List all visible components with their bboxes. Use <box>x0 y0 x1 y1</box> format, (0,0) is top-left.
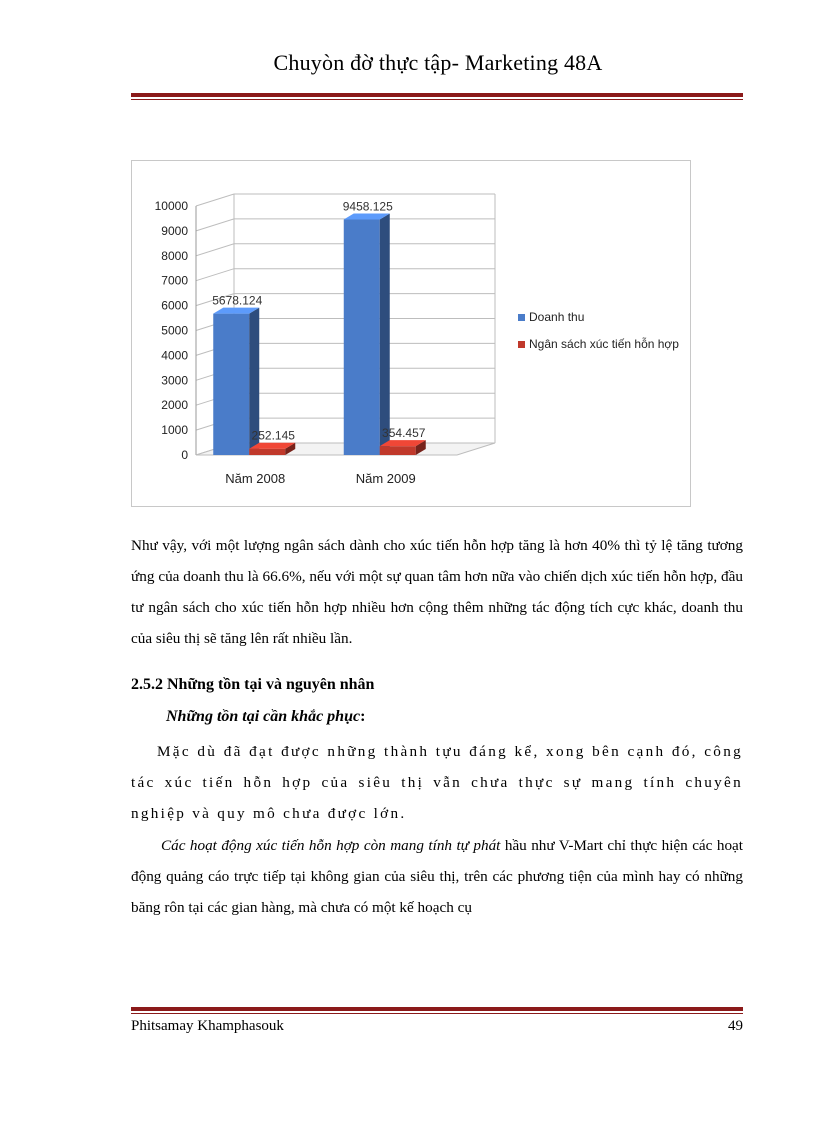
x-tick-label: Năm 2008 <box>225 471 286 486</box>
y-tick-label: 8000 <box>161 248 188 263</box>
sub-heading-text: Những tồn tại cần khắc phục <box>166 708 361 725</box>
data-label: 252.145 <box>251 428 295 443</box>
y-tick-label: 10000 <box>154 199 188 213</box>
legend-label: Ngân sách xúc tiến hỗn hợp <box>529 337 679 351</box>
legend-swatch <box>518 341 525 348</box>
paragraph-3-italic: Các hoạt động xúc tiến hỗn hợp còn mang tính tự phát <box>161 837 501 854</box>
page-header-title: Chuyòn đờ thực tập- Marketing 48A <box>273 50 603 75</box>
paragraph-3 <box>131 830 743 923</box>
bar-0-1 <box>344 219 380 455</box>
footer-rule <box>131 1007 743 1014</box>
y-tick-label: 3000 <box>161 373 188 388</box>
data-label: 5678.124 <box>212 293 263 308</box>
bar-1-1 <box>380 446 416 455</box>
bar-side <box>380 213 390 455</box>
y-tick-label: 2000 <box>161 398 188 413</box>
header-rule <box>131 93 743 100</box>
paragraph-2: Mặc dù đã đạt được những thành tựu đáng kể, xong bên cạnh đó, công tác xúc tiến hỗn hợp của siêu thị vẫn chưa thực sự mang tính chuyên nghiệp và quy mô chưa được lớn. <box>131 743 743 822</box>
data-label: 9458.125 <box>342 199 393 214</box>
data-label: 354.457 <box>382 426 426 441</box>
legend-swatch <box>518 314 525 321</box>
paragraph-1: Như vậy, với một lượng ngân sách dành cho xúc tiến hỗn hợp tăng là hơn 40% thì tỷ lệ tăng tương ứng của doanh thu là 66.6%, nếu với một sự quan tâm hơn nữa vào chiến dịch xúc tiến hỗn hợp, đầu tư ngân sách cho xúc tiến hỗn hợp nhiều hơn cộng thêm những tác động tích cực khác, doanh thu của siêu thị sẽ tăng lên rất nhiều lần. <box>131 537 743 647</box>
y-tick-label: 0 <box>181 448 188 462</box>
paragraph-3-text: hầu như V-Mart chỉ thực hiện các hoạt động quảng cáo trực tiếp tại không gian của siêu thị, trên các phương tiện của mình hay có những băng rôn tại các gian hàng, mà chưa có một kế hoạch cụ <box>131 837 743 916</box>
y-tick-label: 4000 <box>161 348 188 363</box>
y-tick-label: 1000 <box>161 423 188 438</box>
y-tick-label: 5000 <box>161 323 188 338</box>
bar-0-0 <box>213 314 249 455</box>
bar-1-0 <box>249 449 285 455</box>
y-tick-label: 7000 <box>161 273 188 288</box>
y-tick-label: 9000 <box>161 223 188 238</box>
footer-author: Phitsamay Khamphasouk <box>131 1018 284 1034</box>
sub-heading-colon: : <box>360 708 366 725</box>
legend-label: Doanh thu <box>529 310 585 324</box>
chart-container <box>131 160 691 507</box>
bar-chart <box>132 161 690 506</box>
y-tick-label: 6000 <box>161 298 188 313</box>
sub-heading <box>166 708 365 726</box>
section-heading: 2.5.2 Những tồn tại và nguyên nhân <box>131 676 375 693</box>
x-tick-label: Năm 2009 <box>355 471 416 486</box>
footer-page-number: 49 <box>728 1018 743 1034</box>
